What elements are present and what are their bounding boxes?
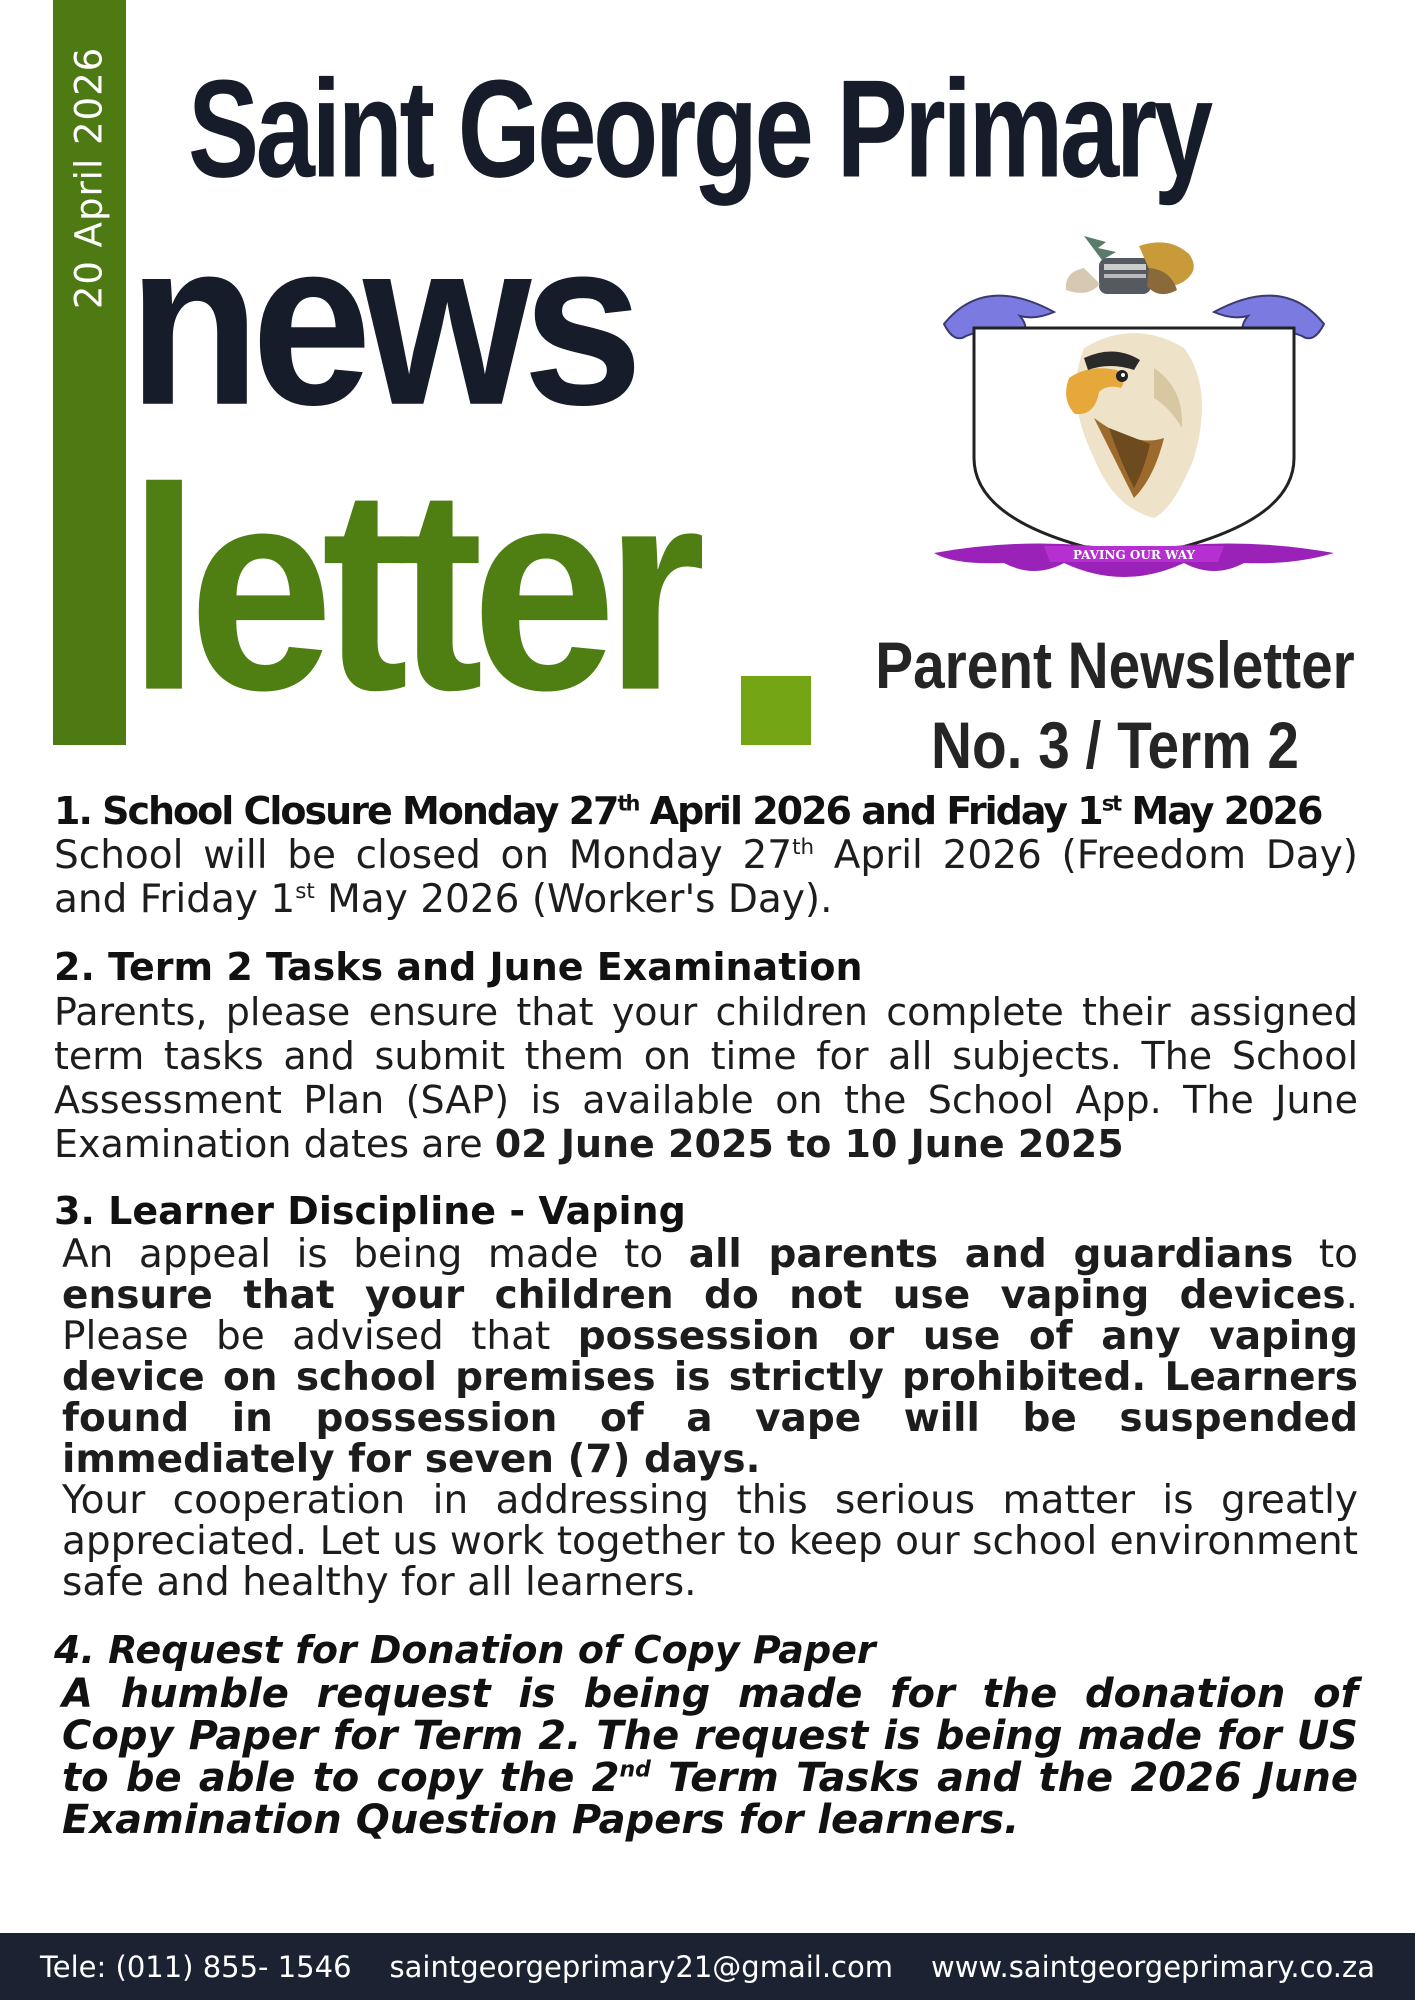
crest-helmet xyxy=(1066,236,1194,294)
masthead-news: news xyxy=(128,190,635,455)
footer-email[interactable]: saintgeorgeprimary21@gmail.com xyxy=(389,1949,893,1984)
issue-date: 20 April 2026 xyxy=(67,46,111,310)
section-title: 2. Term 2 Tasks and June Examination xyxy=(54,945,863,989)
section-title: 3. Learner Discipline - Vaping xyxy=(54,1189,686,1233)
footer-website[interactable]: www.saintgeorgeprimary.co.za xyxy=(930,1949,1376,1984)
school-crest xyxy=(933,228,1335,588)
section-school-closure xyxy=(54,788,1358,922)
school-name: Saint George Primary xyxy=(188,52,1210,207)
svg-text:PAVING OUR WAY: PAVING OUR WAY xyxy=(1073,548,1195,562)
crest-motto-ribbon xyxy=(934,543,1334,577)
contact-footer xyxy=(0,1933,1415,2000)
section-body: Parents, please ensure that your children complete their assigned term tasks and submit them on time for all subjects. The School Assessment Plan (SAP) is available on the School App. The June Examination dates are 02 June 2025 to 10 June 2025 xyxy=(54,990,1358,1166)
section-body: School will be closed on Monday 27th April 2026 (Freedom Day) and Friday 1st May 2026 (Worker's Day). xyxy=(54,833,1358,922)
section-closing: Your cooperation in addressing this serious matter is greatly appreciated. Let us work together to keep our school environment safe and healthy for all learners. xyxy=(62,1478,1358,1605)
newsletter-title-line2: No. 3 / Term 2 xyxy=(931,708,1299,782)
section-body: A humble request is being made for the donation of Copy Paper for Term 2. The request is being made for US to be able to copy the 2nd Term Tasks and the 2026 June Examination Question Papers for learners. xyxy=(62,1671,1358,1843)
section-term-tasks xyxy=(54,944,1358,1166)
section-learner-discipline xyxy=(54,1188,1358,1603)
newsletter-title-line1: Parent Newsletter xyxy=(875,628,1355,702)
masthead-letter: letter xyxy=(128,427,695,751)
section-body: An appeal is being made to all parents and guardians to ensure that your children do not use vaping devices. Please be advised that possession or use of any vaping device on school premises is strictly prohibited. Learners found in possession of a vape will be suspended immediately for seven (7) days. xyxy=(62,1232,1358,1482)
masthead-dot xyxy=(741,676,811,745)
newsletter-title xyxy=(875,625,1355,785)
exam-dates: 02 June 2025 to 10 June 2025 xyxy=(494,1122,1124,1166)
section-title: 4. Request for Donation of Copy Paper xyxy=(54,1628,876,1672)
section-title: 1. School Closure Monday 27th April 2026 and Friday 1st May 2026 xyxy=(54,789,1322,833)
section-paper-donation xyxy=(54,1627,1358,1841)
footer-telephone: Tele: (011) 855- 1546 xyxy=(39,1949,352,1984)
newsletter-content xyxy=(54,788,1358,1841)
